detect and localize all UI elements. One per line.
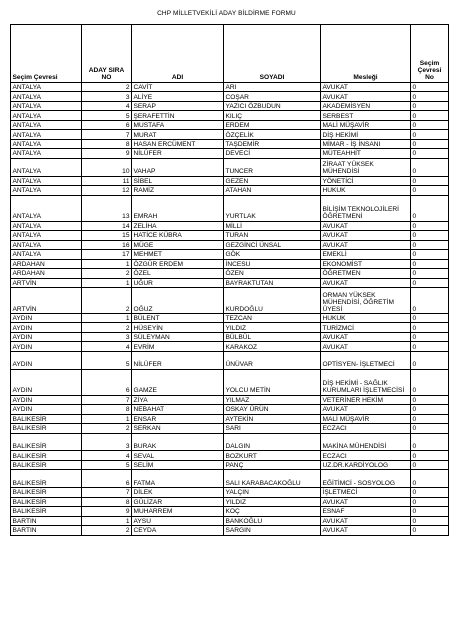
cell-secim-cevresi: BALIKESİR bbox=[11, 460, 82, 469]
cell-secim-cevresi: ANTALYA bbox=[11, 139, 82, 148]
cell-meslegi: AVUKAT bbox=[321, 332, 411, 341]
cell-soyadi: TURAN bbox=[224, 231, 321, 240]
cell-aday-sira-no: 8 bbox=[82, 497, 132, 506]
cell-meslegi: İŞLETMECİ bbox=[321, 488, 411, 497]
cell-soyadi: KARAKOZ bbox=[224, 342, 321, 351]
cell-aday-sira-no: 6 bbox=[82, 369, 132, 395]
cell-meslegi: OPTİSYEN- İŞLETMECİ bbox=[321, 351, 411, 369]
table-row bbox=[11, 288, 449, 314]
cell-secim-cevresi: BALIKESİR bbox=[11, 433, 82, 451]
cell-secim-cevresi: BALIKESİR bbox=[11, 414, 82, 423]
cell-secim-cevresi: AYDIN bbox=[11, 342, 82, 351]
cell-adi: NİLÜFER bbox=[132, 149, 224, 158]
cell-adi: ZELİHA bbox=[132, 221, 224, 230]
table-row bbox=[11, 120, 449, 129]
cell-secim-cevresi-no: 0 bbox=[411, 516, 449, 525]
cell-aday-sira-no: 5 bbox=[82, 460, 132, 469]
cell-soyadi: TAŞDEMİR bbox=[224, 139, 321, 148]
cell-meslegi: MALİ MÜŞAVİR bbox=[321, 414, 411, 423]
cell-aday-sira-no: 5 bbox=[82, 111, 132, 120]
cell-secim-cevresi: AYDIN bbox=[11, 405, 82, 414]
cell-meslegi: AVUKAT bbox=[321, 83, 411, 92]
cell-secim-cevresi: ANTALYA bbox=[11, 92, 82, 101]
table-header-row bbox=[11, 25, 449, 83]
table-row bbox=[11, 342, 449, 351]
cell-aday-sira-no: 15 bbox=[82, 231, 132, 240]
cell-secim-cevresi-no: 0 bbox=[411, 176, 449, 185]
cell-secim-cevresi: ARDAHAN bbox=[11, 259, 82, 268]
cell-secim-cevresi-no: 0 bbox=[411, 313, 449, 322]
cell-adi: GÜLİZAR bbox=[132, 497, 224, 506]
cell-adi: NİLÜFER bbox=[132, 351, 224, 369]
cell-soyadi: YURTLAK bbox=[224, 195, 321, 221]
header-aday-sira-no: ADAY SIRA NO bbox=[82, 25, 132, 83]
cell-adi: ŞERAFETTİN bbox=[132, 111, 224, 120]
cell-soyadi: YILDIZ bbox=[224, 323, 321, 332]
cell-soyadi: OSKAY ÜRÜN bbox=[224, 405, 321, 414]
cell-adi: ÖZEL bbox=[132, 269, 224, 278]
cell-soyadi: BOZKURT bbox=[224, 451, 321, 460]
cell-aday-sira-no: 2 bbox=[82, 83, 132, 92]
cell-meslegi: AKADEMİSYEN bbox=[321, 101, 411, 110]
cell-aday-sira-no: 2 bbox=[82, 424, 132, 433]
table-row bbox=[11, 101, 449, 110]
cell-secim-cevresi-no: 0 bbox=[411, 195, 449, 221]
cell-adi: ENSAR bbox=[132, 414, 224, 423]
cell-meslegi: AVUKAT bbox=[321, 526, 411, 535]
cell-secim-cevresi-no: 0 bbox=[411, 369, 449, 395]
cell-aday-sira-no: 9 bbox=[82, 507, 132, 516]
cell-secim-cevresi: AYDIN bbox=[11, 369, 82, 395]
cell-secim-cevresi-no: 0 bbox=[411, 250, 449, 259]
cell-meslegi: HUKUK bbox=[321, 186, 411, 195]
cell-secim-cevresi: ANTALYA bbox=[11, 176, 82, 185]
cell-secim-cevresi: ANTALYA bbox=[11, 195, 82, 221]
cell-secim-cevresi: ARDAHAN bbox=[11, 269, 82, 278]
table-row bbox=[11, 433, 449, 451]
cell-secim-cevresi-no: 0 bbox=[411, 451, 449, 460]
cell-soyadi: YILDIZ bbox=[224, 497, 321, 506]
cell-meslegi: EĞİTİMCİ - SOSYOLOG bbox=[321, 470, 411, 488]
cell-secim-cevresi-no: 0 bbox=[411, 111, 449, 120]
table-row bbox=[11, 195, 449, 221]
cell-meslegi: DİŞ HEKİMİ - SAĞLIK KURUMLARI İŞLETMECİSİ bbox=[321, 369, 411, 395]
cell-adi: SERAP bbox=[132, 101, 224, 110]
cell-aday-sira-no: 2 bbox=[82, 526, 132, 535]
cell-aday-sira-no: 11 bbox=[82, 176, 132, 185]
cell-meslegi: HUKUK bbox=[321, 313, 411, 322]
cell-meslegi: VETERİNER HEKİM bbox=[321, 395, 411, 404]
cell-adi: ZİYA bbox=[132, 395, 224, 404]
table-row bbox=[11, 278, 449, 287]
cell-soyadi: YOLCU METİN bbox=[224, 369, 321, 395]
cell-secim-cevresi-no: 0 bbox=[411, 83, 449, 92]
table-row bbox=[11, 497, 449, 506]
cell-secim-cevresi: ANTALYA bbox=[11, 240, 82, 249]
table-row bbox=[11, 451, 449, 460]
cell-aday-sira-no: 7 bbox=[82, 130, 132, 139]
cell-secim-cevresi-no: 0 bbox=[411, 433, 449, 451]
cell-secim-cevresi-no: 0 bbox=[411, 139, 449, 148]
cell-aday-sira-no: 16 bbox=[82, 240, 132, 249]
cell-aday-sira-no: 4 bbox=[82, 451, 132, 460]
cell-meslegi: AVUKAT bbox=[321, 497, 411, 506]
cell-soyadi: ATAHAN bbox=[224, 186, 321, 195]
cell-soyadi: TEZCAN bbox=[224, 313, 321, 322]
cell-meslegi: YÖNETİCİ bbox=[321, 176, 411, 185]
cell-soyadi: GÖK bbox=[224, 250, 321, 259]
cell-secim-cevresi: ANTALYA bbox=[11, 111, 82, 120]
cell-soyadi: PANÇ bbox=[224, 460, 321, 469]
cell-meslegi: ÖĞRETMEN bbox=[321, 269, 411, 278]
cell-secim-cevresi: ANTALYA bbox=[11, 83, 82, 92]
cell-soyadi: BÜLBÜL bbox=[224, 332, 321, 341]
cell-meslegi: EMEKLİ bbox=[321, 250, 411, 259]
cell-adi: GAMZE bbox=[132, 369, 224, 395]
cell-secim-cevresi: ANTALYA bbox=[11, 158, 82, 176]
cell-adi: SEVAL bbox=[132, 451, 224, 460]
cell-aday-sira-no: 3 bbox=[82, 332, 132, 341]
header-secim-cevresi-no: Seçim Çevresi No bbox=[411, 25, 449, 83]
cell-meslegi: ESNAF bbox=[321, 507, 411, 516]
table-row bbox=[11, 111, 449, 120]
cell-aday-sira-no: 4 bbox=[82, 342, 132, 351]
cell-soyadi: BANKOĞLU bbox=[224, 516, 321, 525]
cell-adi: VAHAP bbox=[132, 158, 224, 176]
cell-secim-cevresi: ANTALYA bbox=[11, 130, 82, 139]
cell-secim-cevresi-no: 0 bbox=[411, 101, 449, 110]
table-row bbox=[11, 269, 449, 278]
cell-aday-sira-no: 7 bbox=[82, 395, 132, 404]
cell-secim-cevresi-no: 0 bbox=[411, 488, 449, 497]
cell-secim-cevresi-no: 0 bbox=[411, 526, 449, 535]
table-row bbox=[11, 470, 449, 488]
cell-secim-cevresi-no: 0 bbox=[411, 351, 449, 369]
cell-aday-sira-no: 8 bbox=[82, 405, 132, 414]
cell-secim-cevresi: AYDIN bbox=[11, 323, 82, 332]
cell-aday-sira-no: 9 bbox=[82, 149, 132, 158]
cell-secim-cevresi-no: 0 bbox=[411, 323, 449, 332]
cell-soyadi: SARI bbox=[224, 424, 321, 433]
table-row bbox=[11, 186, 449, 195]
cell-soyadi: YILMAZ bbox=[224, 395, 321, 404]
header-soyadi: SOYADI bbox=[224, 25, 321, 83]
cell-soyadi: COŞAR bbox=[224, 92, 321, 101]
cell-aday-sira-no: 1 bbox=[82, 516, 132, 525]
cell-soyadi: GEZEN bbox=[224, 176, 321, 185]
header-meslegi: Mesleği bbox=[321, 25, 411, 83]
cell-soyadi: SALI KARABACAKOĞLU bbox=[224, 470, 321, 488]
cell-adi: EMRAH bbox=[132, 195, 224, 221]
cell-meslegi: SERBEST bbox=[321, 111, 411, 120]
cell-adi: RAMİZ bbox=[132, 186, 224, 195]
cell-adi: DİLEK bbox=[132, 488, 224, 497]
cell-soyadi: ÜNÜVAR bbox=[224, 351, 321, 369]
cell-secim-cevresi: BALIKESİR bbox=[11, 507, 82, 516]
cell-aday-sira-no: 8 bbox=[82, 139, 132, 148]
cell-secim-cevresi: ARTVİN bbox=[11, 278, 82, 287]
cell-aday-sira-no: 12 bbox=[82, 186, 132, 195]
cell-adi: CAVİT bbox=[132, 83, 224, 92]
cell-aday-sira-no: 3 bbox=[82, 92, 132, 101]
cell-secim-cevresi-no: 0 bbox=[411, 259, 449, 268]
cell-secim-cevresi-no: 0 bbox=[411, 342, 449, 351]
table-row bbox=[11, 516, 449, 525]
cell-secim-cevresi: BARTIN bbox=[11, 516, 82, 525]
cell-meslegi: MALİ MÜŞAVİR bbox=[321, 120, 411, 129]
table-row bbox=[11, 149, 449, 158]
table-row bbox=[11, 176, 449, 185]
cell-soyadi: TUNCER bbox=[224, 158, 321, 176]
cell-soyadi: DALGIN bbox=[224, 433, 321, 451]
cell-meslegi: EKONOMİST bbox=[321, 259, 411, 268]
cell-meslegi: AVUKAT bbox=[321, 221, 411, 230]
cell-secim-cevresi: ANTALYA bbox=[11, 149, 82, 158]
cell-secim-cevresi: ARTVİN bbox=[11, 288, 82, 314]
cell-secim-cevresi-no: 0 bbox=[411, 221, 449, 230]
cell-secim-cevresi: ANTALYA bbox=[11, 101, 82, 110]
cell-adi: UĞUR bbox=[132, 278, 224, 287]
cell-adi: HATİCE KÜBRA bbox=[132, 231, 224, 240]
table-row bbox=[11, 424, 449, 433]
cell-meslegi: AVUKAT bbox=[321, 240, 411, 249]
cell-secim-cevresi: AYDIN bbox=[11, 313, 82, 322]
cell-adi: CEYDA bbox=[132, 526, 224, 535]
cell-meslegi: ORMAN YÜKSEK MÜHENDİSİ, ÖĞRETİM ÜYESİ bbox=[321, 288, 411, 314]
cell-meslegi: MÜTEAHHİT bbox=[321, 149, 411, 158]
table-row bbox=[11, 507, 449, 516]
cell-aday-sira-no: 7 bbox=[82, 488, 132, 497]
table-row bbox=[11, 250, 449, 259]
cell-meslegi: AVUKAT bbox=[321, 231, 411, 240]
cell-secim-cevresi-no: 0 bbox=[411, 395, 449, 404]
cell-soyadi: MİLLİ bbox=[224, 221, 321, 230]
table-row bbox=[11, 130, 449, 139]
table-row bbox=[11, 139, 449, 148]
cell-soyadi: ÖZEN bbox=[224, 269, 321, 278]
cell-soyadi: YALÇIN bbox=[224, 488, 321, 497]
cell-secim-cevresi: BALIKESİR bbox=[11, 424, 82, 433]
cell-adi: OĞUZ bbox=[132, 288, 224, 314]
cell-meslegi: UZ.DR.KARDİYOLOG bbox=[321, 460, 411, 469]
cell-meslegi: DİŞ HEKİMİ bbox=[321, 130, 411, 139]
cell-secim-cevresi: ANTALYA bbox=[11, 120, 82, 129]
cell-secim-cevresi: AYDIN bbox=[11, 351, 82, 369]
cell-soyadi: ARI bbox=[224, 83, 321, 92]
cell-secim-cevresi: AYDIN bbox=[11, 332, 82, 341]
cell-secim-cevresi-no: 0 bbox=[411, 424, 449, 433]
table-row bbox=[11, 526, 449, 535]
cell-secim-cevresi-no: 0 bbox=[411, 186, 449, 195]
cell-aday-sira-no: 10 bbox=[82, 158, 132, 176]
cell-secim-cevresi-no: 0 bbox=[411, 332, 449, 341]
table-row bbox=[11, 351, 449, 369]
cell-adi: ÖZGÜR ERDEM bbox=[132, 259, 224, 268]
cell-meslegi: AVUKAT bbox=[321, 405, 411, 414]
cell-secim-cevresi-no: 0 bbox=[411, 231, 449, 240]
cell-soyadi: İNCESU bbox=[224, 259, 321, 268]
cell-meslegi: AVUKAT bbox=[321, 342, 411, 351]
table-row bbox=[11, 240, 449, 249]
table-row bbox=[11, 395, 449, 404]
cell-aday-sira-no: 4 bbox=[82, 101, 132, 110]
cell-secim-cevresi-no: 0 bbox=[411, 92, 449, 101]
header-adi: ADI bbox=[132, 25, 224, 83]
cell-adi: MEHMET bbox=[132, 250, 224, 259]
cell-aday-sira-no: 2 bbox=[82, 323, 132, 332]
cell-meslegi: ZİRAAT YÜKSEK MÜHENDİSİ bbox=[321, 158, 411, 176]
cell-adi: MURAT bbox=[132, 130, 224, 139]
table-body bbox=[11, 83, 449, 536]
cell-adi: NEBAHAT bbox=[132, 405, 224, 414]
cell-adi: SELİM bbox=[132, 460, 224, 469]
cell-aday-sira-no: 2 bbox=[82, 269, 132, 278]
cell-secim-cevresi-no: 0 bbox=[411, 288, 449, 314]
table-row bbox=[11, 488, 449, 497]
table-row bbox=[11, 323, 449, 332]
cell-meslegi: ECZACI bbox=[321, 424, 411, 433]
cell-secim-cevresi-no: 0 bbox=[411, 497, 449, 506]
cell-secim-cevresi-no: 0 bbox=[411, 269, 449, 278]
table-row bbox=[11, 158, 449, 176]
cell-adi: SİBEL bbox=[132, 176, 224, 185]
cell-aday-sira-no: 2 bbox=[82, 288, 132, 314]
cell-aday-sira-no: 1 bbox=[82, 414, 132, 423]
cell-secim-cevresi: ANTALYA bbox=[11, 186, 82, 195]
cell-secim-cevresi: AYDIN bbox=[11, 395, 82, 404]
cell-secim-cevresi-no: 0 bbox=[411, 414, 449, 423]
cell-adi: AYSU bbox=[132, 516, 224, 525]
cell-adi: MÜGE bbox=[132, 240, 224, 249]
cell-meslegi: AVUKAT bbox=[321, 278, 411, 287]
cell-soyadi: SARGIN bbox=[224, 526, 321, 535]
cell-soyadi: YAZICI ÖZBUDUN bbox=[224, 101, 321, 110]
cell-secim-cevresi-no: 0 bbox=[411, 240, 449, 249]
cell-meslegi: AVUKAT bbox=[321, 516, 411, 525]
cell-aday-sira-no: 13 bbox=[82, 195, 132, 221]
table-row bbox=[11, 369, 449, 395]
cell-soyadi: KURDOĞLU bbox=[224, 288, 321, 314]
cell-secim-cevresi: ANTALYA bbox=[11, 231, 82, 240]
cell-meslegi: ECZACI bbox=[321, 451, 411, 460]
cell-aday-sira-no: 3 bbox=[82, 433, 132, 451]
cell-aday-sira-no: 1 bbox=[82, 259, 132, 268]
table-row bbox=[11, 221, 449, 230]
cell-soyadi: ÖZÇELİK bbox=[224, 130, 321, 139]
cell-secim-cevresi: BARTIN bbox=[11, 526, 82, 535]
cell-adi: BURAK bbox=[132, 433, 224, 451]
cell-meslegi: AVUKAT bbox=[321, 92, 411, 101]
cell-aday-sira-no: 6 bbox=[82, 120, 132, 129]
cell-aday-sira-no: 6 bbox=[82, 470, 132, 488]
cell-soyadi: BAYRAKTUTAN bbox=[224, 278, 321, 287]
cell-secim-cevresi-no: 0 bbox=[411, 405, 449, 414]
cell-soyadi: AYTEKİN bbox=[224, 414, 321, 423]
cell-secim-cevresi-no: 0 bbox=[411, 460, 449, 469]
cell-aday-sira-no: 14 bbox=[82, 221, 132, 230]
table-row bbox=[11, 405, 449, 414]
cell-secim-cevresi: ANTALYA bbox=[11, 221, 82, 230]
cell-aday-sira-no: 5 bbox=[82, 351, 132, 369]
cell-soyadi: DEVECİ bbox=[224, 149, 321, 158]
cell-meslegi: TURİZMCİ bbox=[321, 323, 411, 332]
cell-meslegi: MAKİNA MÜHENDİSİ bbox=[321, 433, 411, 451]
cell-adi: HASAN ERCÜMENT bbox=[132, 139, 224, 148]
cell-soyadi: GEZGİNCİ ÜNSAL bbox=[224, 240, 321, 249]
cell-adi: EVRİM bbox=[132, 342, 224, 351]
table-row bbox=[11, 92, 449, 101]
cell-soyadi: KILIÇ bbox=[224, 111, 321, 120]
table-row bbox=[11, 332, 449, 341]
cell-adi: SERKAN bbox=[132, 424, 224, 433]
cell-adi: MUHARREM bbox=[132, 507, 224, 516]
cell-secim-cevresi-no: 0 bbox=[411, 507, 449, 516]
cell-secim-cevresi-no: 0 bbox=[411, 278, 449, 287]
cell-adi: HÜSEYİN bbox=[132, 323, 224, 332]
cell-soyadi: KOÇ bbox=[224, 507, 321, 516]
form-title: CHP MİLLETVEKİLİ ADAY BİLDİRME FORMU bbox=[157, 10, 296, 17]
cell-adi: SÜLEYMAN bbox=[132, 332, 224, 341]
cell-soyadi: ERDEM bbox=[224, 120, 321, 129]
cell-aday-sira-no: 1 bbox=[82, 278, 132, 287]
table-row bbox=[11, 460, 449, 469]
cell-secim-cevresi: BALIKESİR bbox=[11, 451, 82, 460]
cell-secim-cevresi: BALIKESİR bbox=[11, 470, 82, 488]
cell-meslegi: BİLİŞİM TEKNOLOJİLERİ ÖĞRETMENİ bbox=[321, 195, 411, 221]
cell-adi: MUSTAFA bbox=[132, 120, 224, 129]
table-row bbox=[11, 231, 449, 240]
cell-meslegi: MİMAR - İŞ İNSANI bbox=[321, 139, 411, 148]
cell-secim-cevresi: ANTALYA bbox=[11, 250, 82, 259]
candidate-table bbox=[10, 24, 449, 536]
cell-secim-cevresi-no: 0 bbox=[411, 120, 449, 129]
header-secim-cevresi: Seçim Çevresi bbox=[11, 25, 82, 83]
cell-secim-cevresi: BALIKESİR bbox=[11, 488, 82, 497]
cell-adi: BÜLENT bbox=[132, 313, 224, 322]
table-row bbox=[11, 313, 449, 322]
table-row bbox=[11, 83, 449, 92]
cell-adi: FATMA bbox=[132, 470, 224, 488]
cell-aday-sira-no: 17 bbox=[82, 250, 132, 259]
cell-aday-sira-no: 1 bbox=[82, 313, 132, 322]
cell-secim-cevresi-no: 0 bbox=[411, 149, 449, 158]
cell-secim-cevresi-no: 0 bbox=[411, 158, 449, 176]
cell-secim-cevresi-no: 0 bbox=[411, 470, 449, 488]
cell-secim-cevresi-no: 0 bbox=[411, 130, 449, 139]
table-row bbox=[11, 414, 449, 423]
cell-adi: ALİYE bbox=[132, 92, 224, 101]
cell-secim-cevresi: BALIKESİR bbox=[11, 497, 82, 506]
table-row bbox=[11, 259, 449, 268]
